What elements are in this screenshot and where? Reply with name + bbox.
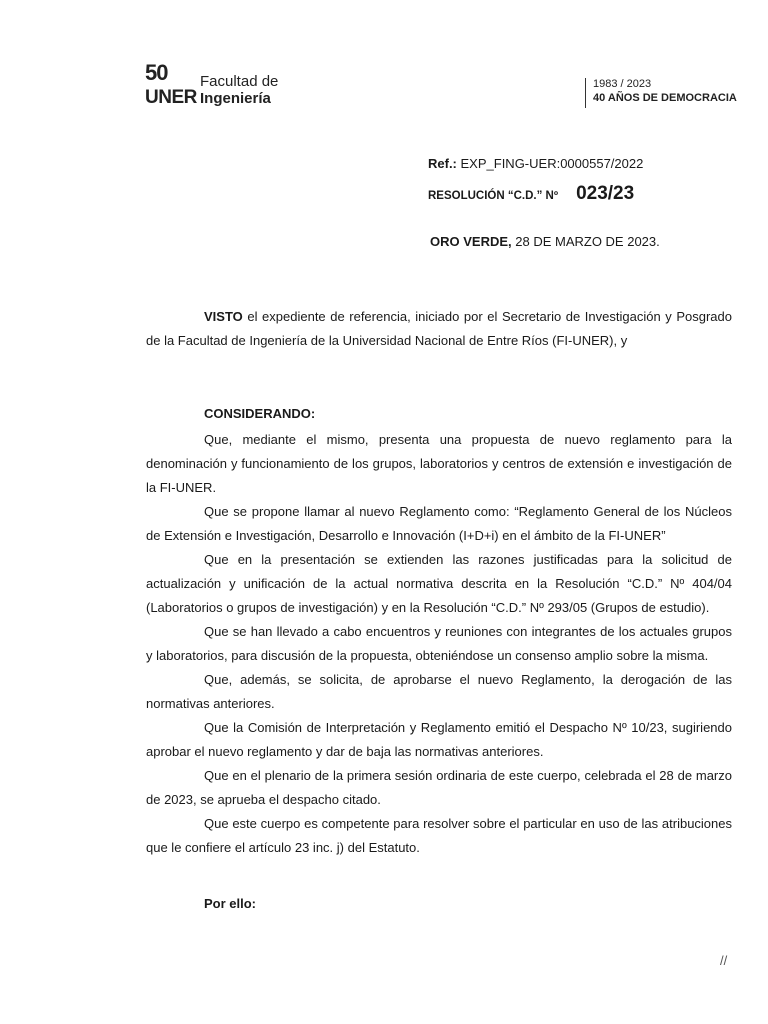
visto-paragraph <box>146 305 732 353</box>
considerando-paragraph: Que en la presentación se extienden las razones justificadas para la solicitud de actualización y unificación de la actual normativa descrita en la Resolución “C.D.” Nº 404/04 (Laboratorios o grupos de investigación) y en la Resolución “C.D.” Nº 293/05 (Grupos de estudio). <box>146 552 732 615</box>
date: 28 DE MARZO DE 2023. <box>515 234 660 249</box>
resolution-number: 023/23 <box>576 183 635 204</box>
date-line <box>430 234 660 249</box>
place: ORO VERDE, <box>430 234 512 249</box>
considerando-heading: CONSIDERANDO: <box>204 406 316 421</box>
reference-line <box>428 156 643 171</box>
considerando-paragraph: Que este cuerpo es competente para resolver sobre el particular en uso de las atribuciones que le confiere el artículo 23 inc. j) del Estatuto. <box>146 816 732 855</box>
considerando-body <box>146 428 732 860</box>
anniversary-title: 40 AÑOS DE DEMOCRACIA <box>593 92 737 104</box>
considerando-paragraph: Que se han llevado a cabo encuentros y reuniones con integrantes de los actuales grupos y laboratorios, para discusión de la propuesta, obteniéndose un consenso amplio sobre la misma. <box>146 624 732 663</box>
visto-label: VISTO <box>204 309 243 324</box>
considerando-paragraph: Que la Comisión de Interpretación y Reglamento emitió el Despacho Nº 10/23, sugiriendo aprobar el nuevo reglamento y dar de baja las normativas anteriores. <box>146 720 732 759</box>
considerando-paragraph: Que en el plenario de la primera sesión ordinaria de este cuerpo, celebrada el 28 de marzo de 2023, se aprueba el despacho citado. <box>146 768 732 807</box>
visto-text: el expediente de referencia, iniciado por el Secretario de Investigación y Posgrado de la Facultad de Ingeniería de la Universidad Nacional de Entre Ríos (FI-UNER), y <box>146 309 732 348</box>
logo-50: 50 <box>145 60 168 85</box>
logo-faculty-line1: Facultad de <box>200 73 279 90</box>
resolution-line <box>428 183 634 205</box>
anniversary-years: 1983 / 2023 <box>593 78 652 90</box>
ref-label: Ref.: <box>428 156 457 171</box>
resolution-label: RESOLUCIÓN “C.D.” Nº <box>428 190 559 202</box>
logo-uner-text: UNER <box>145 87 197 108</box>
uner-logo <box>145 62 285 110</box>
ref-value: EXP_FING-UER:0000557/2022 <box>460 156 644 171</box>
logo-faculty-line2: Ingeniería <box>200 90 271 107</box>
continuation-mark: // <box>720 953 728 968</box>
considerando-paragraph: Que, además, se solicita, de aprobarse el nuevo Reglamento, la derogación de las normativas anteriores. <box>146 672 732 711</box>
considerando-paragraph: Que se propone llamar al nuevo Reglamento como: “Reglamento General de los Núcleos de Extensión e Investigación, Desarrollo e Innovación (I+D+i) en el ámbito de la FI-UNER” <box>146 504 732 543</box>
por-ello-heading: Por ello: <box>204 896 257 911</box>
considerando-paragraph: Que, mediante el mismo, presenta una propuesta de nuevo reglamento para la denominación y funcionamiento de los grupos, laboratorios y centros de extensión e investigación de la FI-UNER. <box>146 432 732 495</box>
anniversary-badge <box>585 78 743 108</box>
